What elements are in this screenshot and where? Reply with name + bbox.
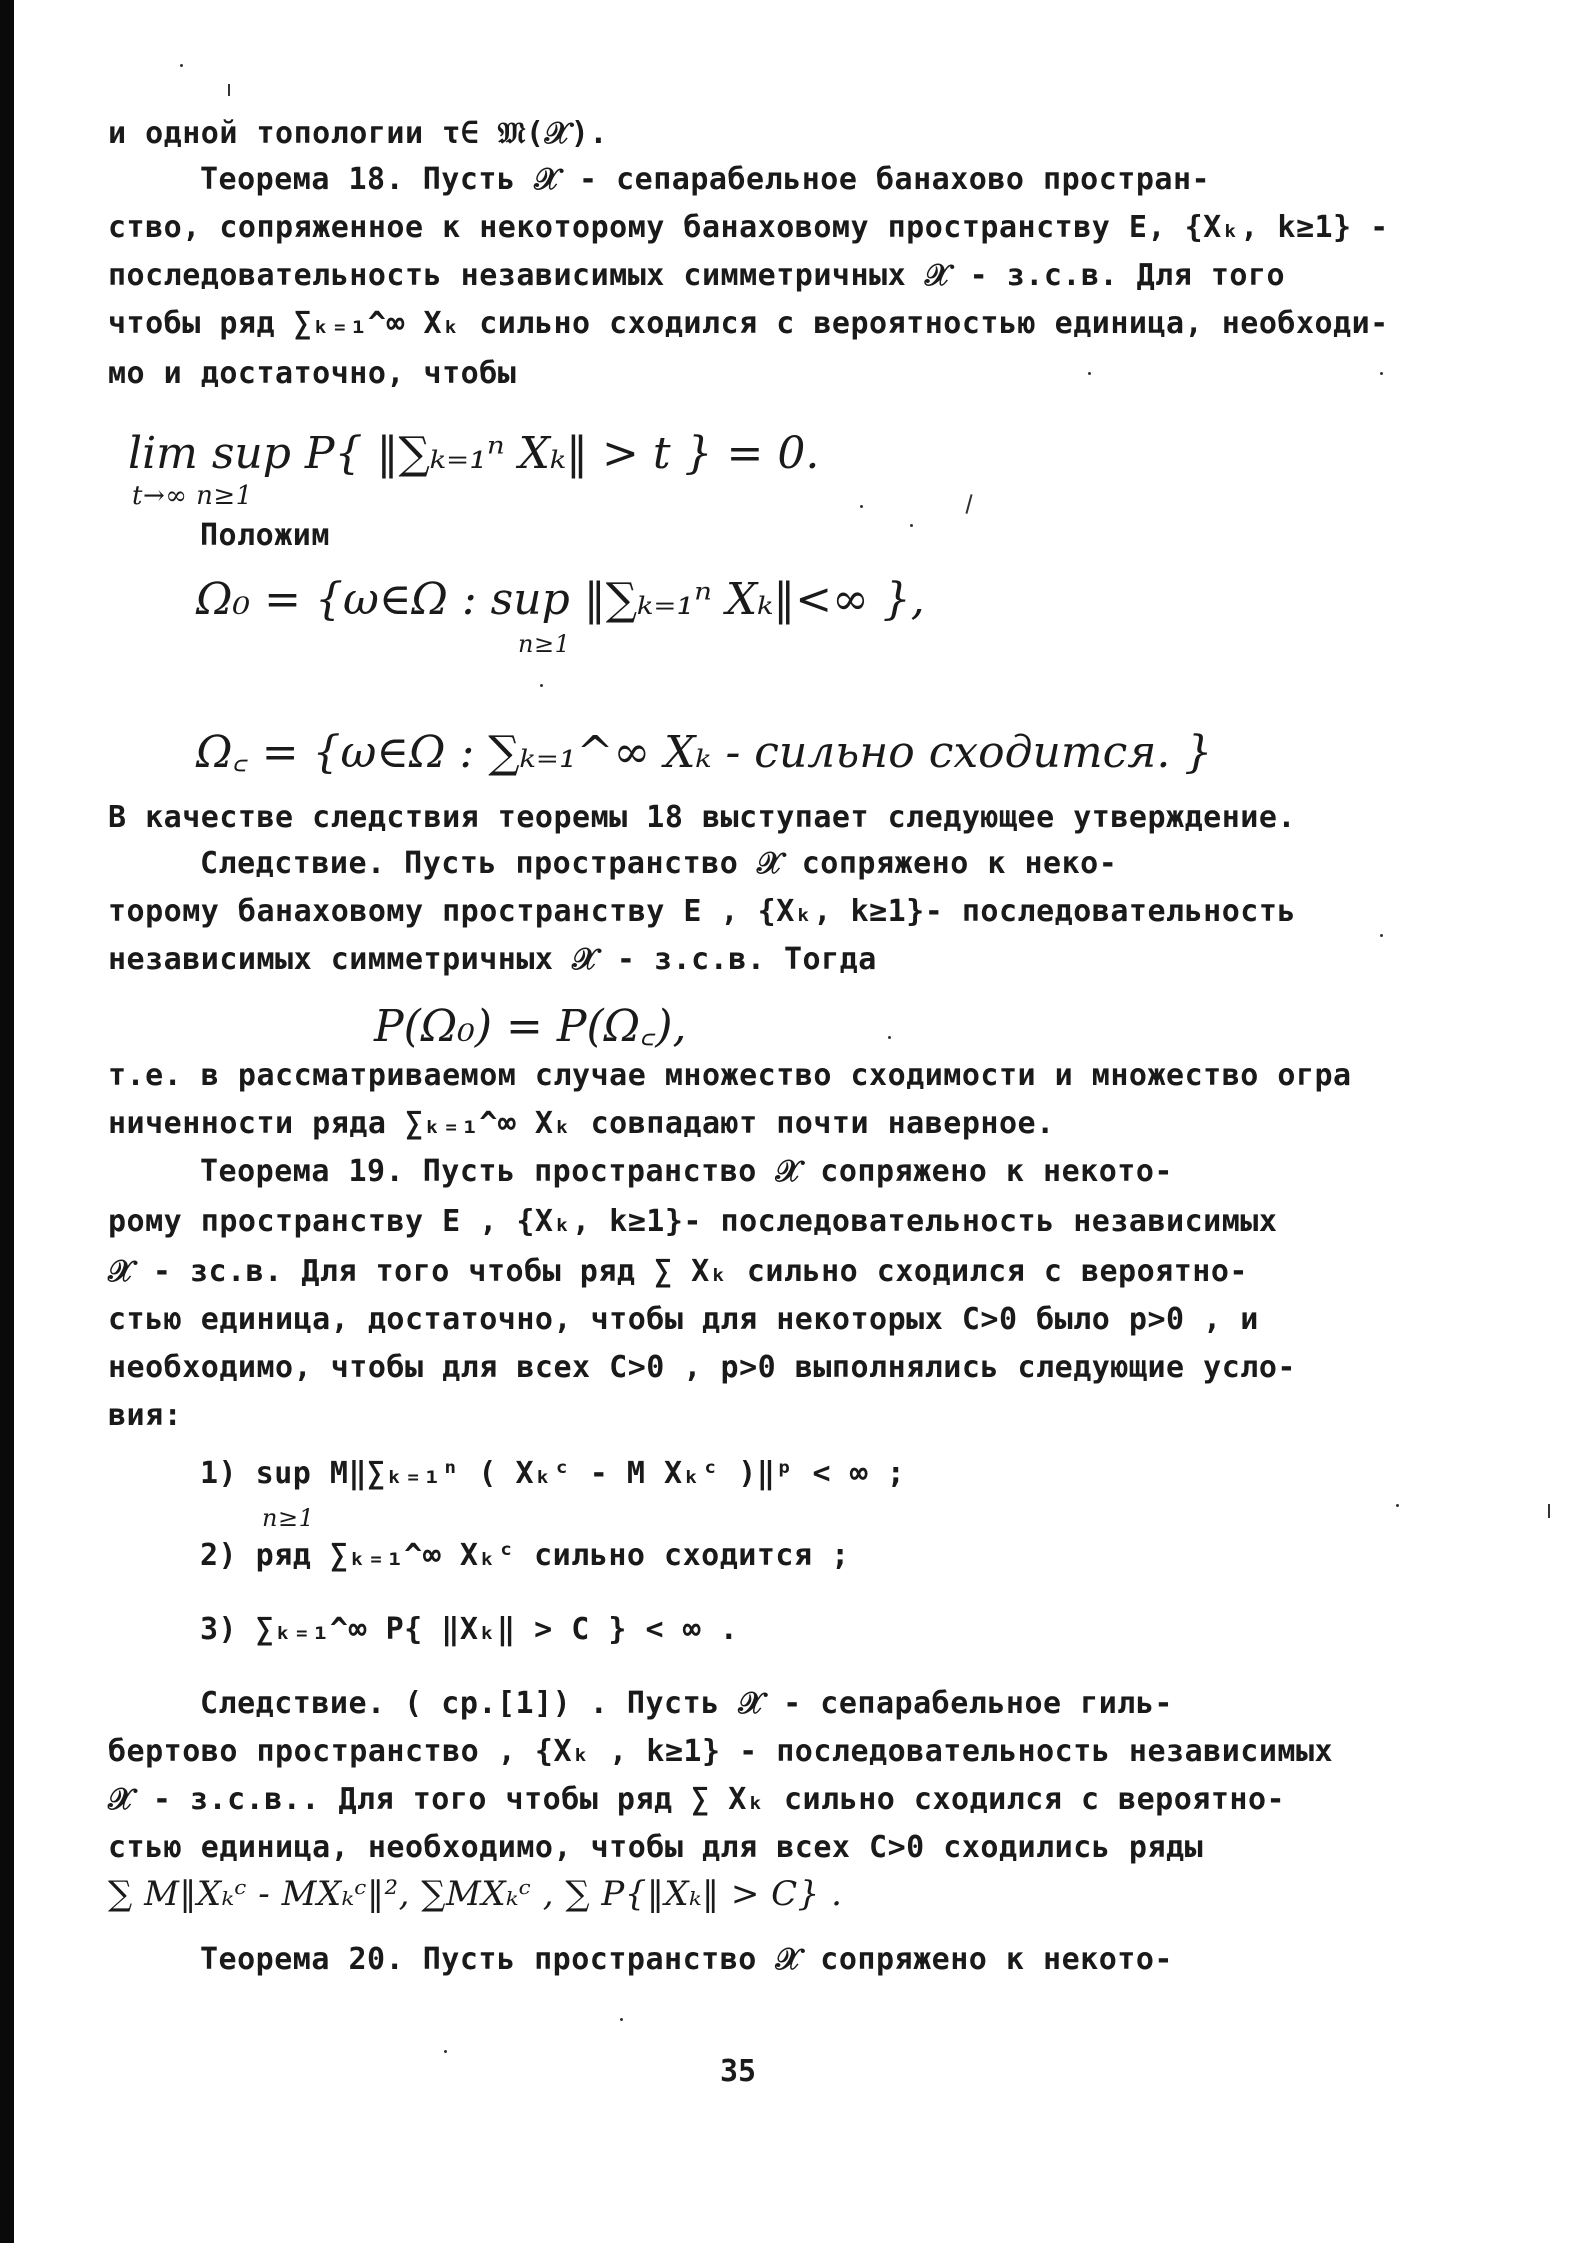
text-line-corollary-intro: В качестве следствия теоремы 18 выступает следующее утверждение. bbox=[108, 800, 1296, 835]
formula-omega-0: Ω₀ = {ω∈Ω : sup ‖∑ₖ₌₁ⁿ Xₖ‖<∞ }, bbox=[196, 574, 925, 625]
scan-speck bbox=[1088, 372, 1091, 375]
page-number: 35 bbox=[720, 2054, 757, 2089]
text-line-31: бертово пространство , {Xₖ , k≥1} - последовательность независимых bbox=[108, 1734, 1334, 1769]
condition-3: 3) ∑ₖ₌₁^∞ P{ ‖Xₖ‖ > C } < ∞ . bbox=[200, 1612, 739, 1647]
text-line-33: стью единица, необходимо, чтобы для всех C>0 сходились ряды bbox=[108, 1830, 1204, 1865]
scan-speck bbox=[444, 2050, 447, 2053]
formula-limit: lim sup P{ ‖∑ₖ₌₁ⁿ Xₖ‖ > t } = 0. bbox=[128, 428, 820, 479]
scan-mark bbox=[228, 84, 230, 96]
scan-speck bbox=[540, 684, 543, 687]
condition-1: 1) sup M‖∑ₖ₌₁ⁿ ( Xₖᶜ - M Xₖᶜ )‖ᵖ < ∞ ; bbox=[200, 1456, 906, 1491]
text-line-16: независимых симметричных 𝒳 - з.с.в. Тогда bbox=[108, 942, 877, 977]
scan-left-edge bbox=[0, 0, 14, 2243]
text-line-4: последовательность независимых симметричных 𝒳 - з.с.в. Для того bbox=[108, 258, 1286, 293]
scan-speck bbox=[1396, 1504, 1399, 1507]
scan-speck bbox=[180, 64, 183, 67]
text-line-18: т.е. в рассматриваемом случае множество сходимости и множество огра bbox=[108, 1058, 1352, 1093]
text-line-23: стью единица, достаточно, чтобы для некоторых C>0 было p>0 , и bbox=[108, 1302, 1259, 1337]
theorem-18-heading: Теорема 18. Пусть 𝒳 - сепарабельное банахово простран- bbox=[200, 162, 1211, 197]
corollary-1-heading: Следствие. Пусть пространство 𝒳 сопряжено к неко- bbox=[200, 846, 1118, 881]
condition-2: 2) ряд ∑ₖ₌₁^∞ Xₖᶜ сильно сходится ; bbox=[200, 1538, 850, 1573]
text-line-6: мо и достаточно, чтобы bbox=[108, 356, 517, 391]
text-line-22: 𝒳 - зс.в. Для того чтобы ряд ∑ Xₖ сильно сходился с вероятно- bbox=[108, 1254, 1248, 1289]
theorem-19-heading: Теорема 19. Пусть пространство 𝒳 сопряжено к некото- bbox=[200, 1154, 1173, 1189]
text-polozhim: Положим bbox=[200, 518, 330, 553]
scan-speck bbox=[860, 505, 863, 508]
text-line-15: торому банаховому пространству E , {Xₖ, k≥1}- последовательность bbox=[108, 894, 1296, 929]
formula-omega-0-subscript: n≥1 bbox=[518, 630, 571, 658]
text-line-3: ство, сопряженное к некоторому банаховому пространству E, {Xₖ, k≥1} - bbox=[108, 210, 1389, 245]
scan-speck bbox=[620, 2018, 623, 2021]
formula-limit-subscript: t→∞ n≥1 bbox=[132, 481, 253, 511]
text-line-32: 𝒳 - з.с.в.. Для того чтобы ряд ∑ Xₖ сильно сходился с вероятно- bbox=[108, 1782, 1286, 1817]
scan-speck bbox=[910, 524, 913, 527]
scan-speck bbox=[888, 1036, 891, 1039]
text-line-24: необходимо, чтобы для всех C>0 , p>0 выполнялись следующие усло- bbox=[108, 1350, 1296, 1385]
text-line-1: и одной топологии τ∈ 𝔐(𝒳). bbox=[108, 116, 608, 151]
formula-omega-c: Ω꜀ = {ω∈Ω : ∑ₖ₌₁^∞ Xₖ - сильно сходится. } bbox=[196, 727, 1213, 778]
scan-speck bbox=[1380, 372, 1383, 375]
corollary-2-heading: Следствие. ( ср.[1]) . Пусть 𝒳 - сепарабельное гиль- bbox=[200, 1686, 1173, 1721]
condition-1-subscript: n≥1 bbox=[262, 1504, 315, 1532]
text-line-5: чтобы ряд ∑ₖ₌₁^∞ Xₖ сильно сходился с вероятностью единица, необходи- bbox=[108, 306, 1389, 341]
text-line-25: вия: bbox=[108, 1398, 183, 1433]
theorem-20-heading: Теорема 20. Пусть пространство 𝒳 сопряжено к некото- bbox=[200, 1942, 1173, 1977]
scan-mark bbox=[1548, 1504, 1550, 1518]
formula-series: ∑ M‖Xₖᶜ - MXₖᶜ‖², ∑MXₖᶜ , ∑ P{‖Xₖ‖ > C} . bbox=[108, 1874, 843, 1914]
text-line-19: ниченности ряда ∑ₖ₌₁^∞ Xₖ совпадают почти наверное. bbox=[108, 1106, 1055, 1141]
formula-p-omega: P(Ω₀) = P(Ω꜀), bbox=[374, 1001, 687, 1052]
scan-speck bbox=[1380, 934, 1383, 937]
text-line-21: рому пространству E , {Xₖ, k≥1}- последовательность независимых bbox=[108, 1204, 1278, 1239]
scan-mark bbox=[965, 494, 972, 514]
